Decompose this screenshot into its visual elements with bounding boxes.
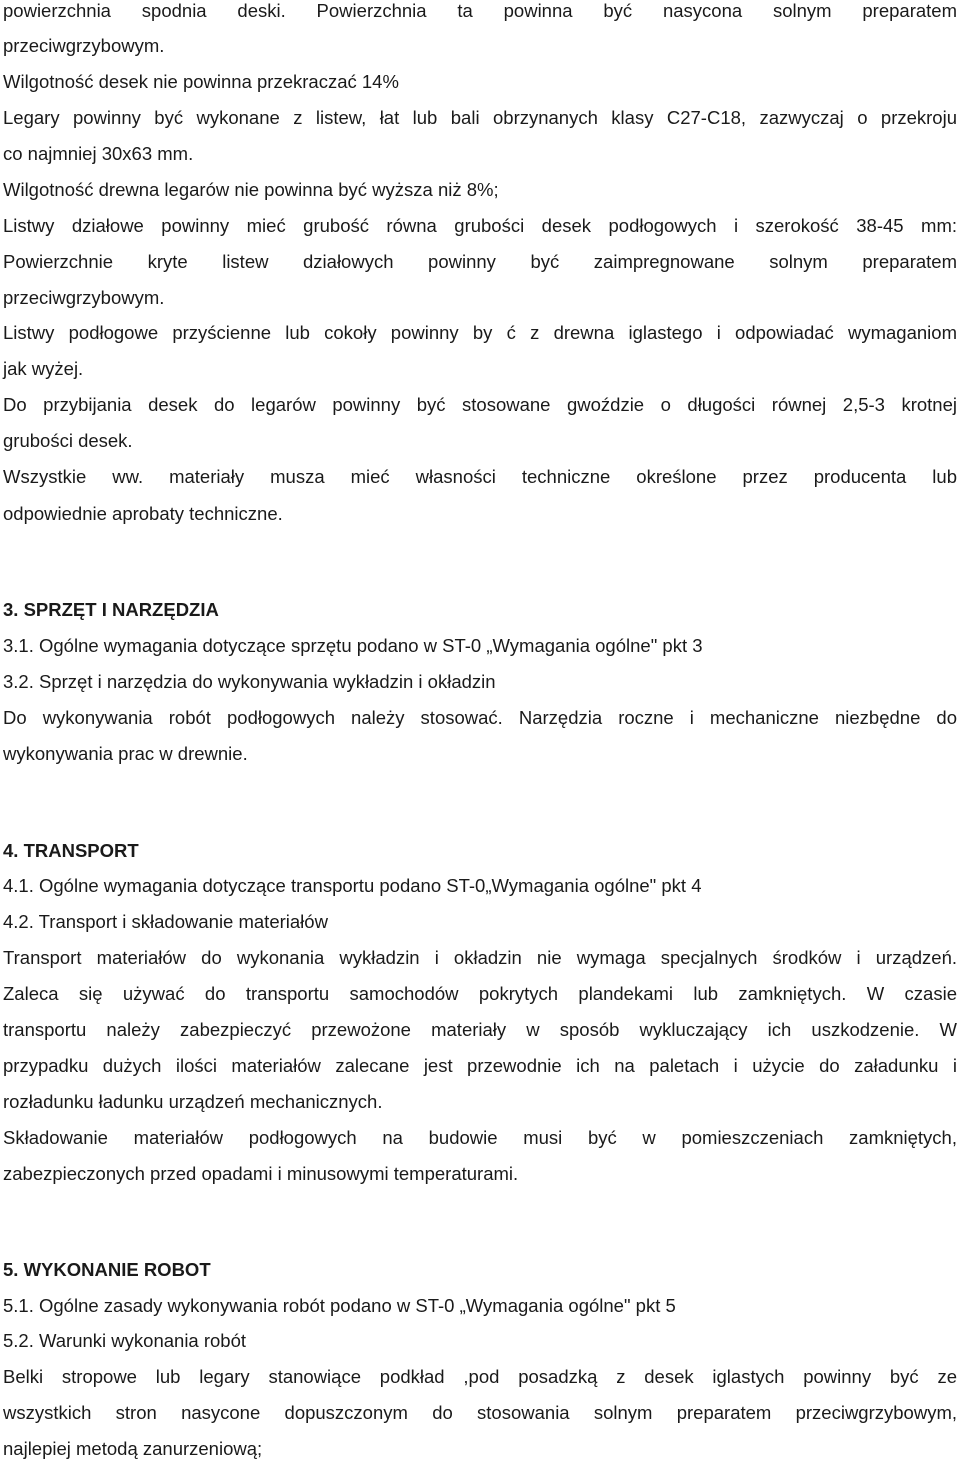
section-heading: 4. TRANSPORT xyxy=(3,840,139,861)
text-line: powierzchnia spodnia deski. Powierzchnia ta powinna być nasycona solnym preparatem xyxy=(3,0,957,21)
text-line: przypadku dużych ilości materiałów zalecane jest przewodnie ich na paletach i użycie do załadunku i xyxy=(3,1055,957,1076)
text-line: 4.1. Ogólne wymagania dotyczące transportu podano ST-0„Wymagania ogólne" pkt 4 xyxy=(3,875,702,896)
text-line: 3.1. Ogólne wymagania dotyczące sprzętu podano w ST-0 „Wymagania ogólne" pkt 3 xyxy=(3,635,703,656)
text-line: 5.1. Ogólne zasady wykonywania robót podano w ST-0 „Wymagania ogólne" pkt 5 xyxy=(3,1295,676,1316)
text-line: wszystkich stron nasycone dopuszczonym do stosowania solnym preparatem przeciwgrzybowym, xyxy=(3,1402,957,1423)
text-line: Transport materiałów do wykonania wykładzin i okładzin nie wymaga specjalnych środków i urządzeń. xyxy=(3,947,957,968)
text-line: Powierzchnie kryte listew działowych powinny być zaimpregnowane solnym preparatem xyxy=(3,251,957,272)
text-line: Wilgotność desek nie powinna przekraczać 14% xyxy=(3,71,399,92)
text-line: 4.2. Transport i składowanie materiałów xyxy=(3,911,328,932)
text-line: Wszystkie ww. materiały musza mieć własności techniczne określone przez producenta lub xyxy=(3,466,957,487)
text-line: Belki stropowe lub legary stanowiące podkład ,pod posadzką z desek iglastych powinny być ze xyxy=(3,1366,957,1387)
text-line: odpowiednie aprobaty techniczne. xyxy=(3,503,283,524)
text-line: transportu należy zabezpieczyć przewożone materiały w sposób wykluczający ich uszkodzenie. W xyxy=(3,1019,957,1040)
text-line: wykonywania prac w drewnie. xyxy=(3,743,248,764)
text-line: jak wyżej. xyxy=(3,358,84,379)
text-line: zabezpieczonych przed opadami i minusowymi temperaturami. xyxy=(3,1163,519,1184)
text-line: Listwy działowe powinny mieć grubość równa grubości desek podłogowych i szerokość 38-45 mm: xyxy=(3,215,957,236)
text-line: Do przybijania desek do legarów powinny być stosowane gwoździe o długości równej 2,5-3 krotnej xyxy=(3,394,957,415)
section-heading: 3. SPRZĘT I NARZĘDZIA xyxy=(3,599,219,620)
text-line: rozładunku ładunku urządzeń mechanicznych. xyxy=(3,1091,383,1112)
text-line: przeciwgrzybowym. xyxy=(3,35,165,56)
text-line: 5.2. Warunki wykonania robót xyxy=(3,1330,247,1351)
text-line: Składowanie materiałów podłogowych na budowie musi być w pomieszczeniach zamkniętych, xyxy=(3,1127,957,1148)
text-line: co najmniej 30x63 mm. xyxy=(3,143,194,164)
text-line: Zaleca się używać do transportu samochodów pokrytych plandekami lub zamkniętych. W czasie xyxy=(3,983,957,1004)
section-heading: 5. WYKONANIE ROBOT xyxy=(3,1259,211,1280)
text-line: Wilgotność drewna legarów nie powinna być wyższa niż 8%; xyxy=(3,179,499,200)
text-line: 3.2. Sprzęt i narzędzia do wykonywania wykładzin i okładzin xyxy=(3,671,496,692)
text-line: grubości desek. xyxy=(3,430,133,451)
text-line: przeciwgrzybowym. xyxy=(3,287,165,308)
text-line: Legary powinny być wykonane z listew, łat lub bali obrzynanych klasy C27-C18, zazwyczaj o przekroju xyxy=(3,107,957,128)
text-line: Do wykonywania robót podłogowych należy stosować. Narzędzia roczne i mechaniczne niezbędne do xyxy=(3,707,957,728)
text-line: najlepiej metodą zanurzeniową; xyxy=(3,1438,263,1459)
text-line: Listwy podłogowe przyścienne lub cokoły powinny by ć z drewna iglastego i odpowiadać wymaganiom xyxy=(3,322,957,343)
